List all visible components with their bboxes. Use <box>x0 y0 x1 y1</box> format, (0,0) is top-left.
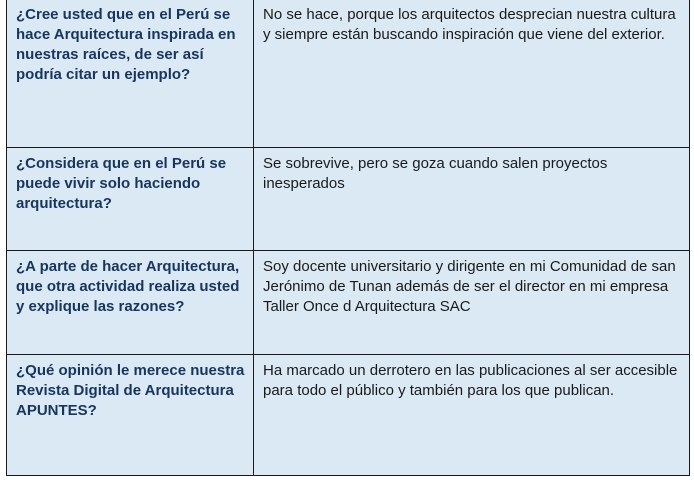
table-row <box>7 0 690 148</box>
answer-cell: No se hace, porque los arquitectos desprecian nuestra cultura y siempre están buscando inspiración que viene del exterior. <box>254 0 690 148</box>
table-row <box>7 251 690 355</box>
question-cell: ¿Cree usted que en el Perú se hace Arquitectura inspirada en nuestras raíces, de ser así podría citar un ejemplo? <box>7 0 254 148</box>
question-cell: ¿Qué opinión le merece nuestra Revista Digital de Arquitectura APUNTES? <box>7 355 254 476</box>
answer-cell: Se sobrevive, pero se goza cuando salen proyectos inesperados <box>254 148 690 251</box>
answer-cell: Ha marcado un derrotero en las publicaciones al ser accesible para todo el público y también para los que publican. <box>254 355 690 476</box>
table-row <box>7 148 690 251</box>
table-row <box>7 355 690 476</box>
question-cell: ¿A parte de hacer Arquitectura, que otra actividad realiza usted y explique las razones? <box>7 251 254 355</box>
interview-table <box>6 0 690 476</box>
question-cell: ¿Considera que en el Perú se puede vivir solo haciendo arquitectura? <box>7 148 254 251</box>
answer-cell: Soy docente universitario y dirigente en mi Comunidad de san Jerónimo de Tunan además de ser el director en mi empresa Taller Once d Arquitectura SAC <box>254 251 690 355</box>
